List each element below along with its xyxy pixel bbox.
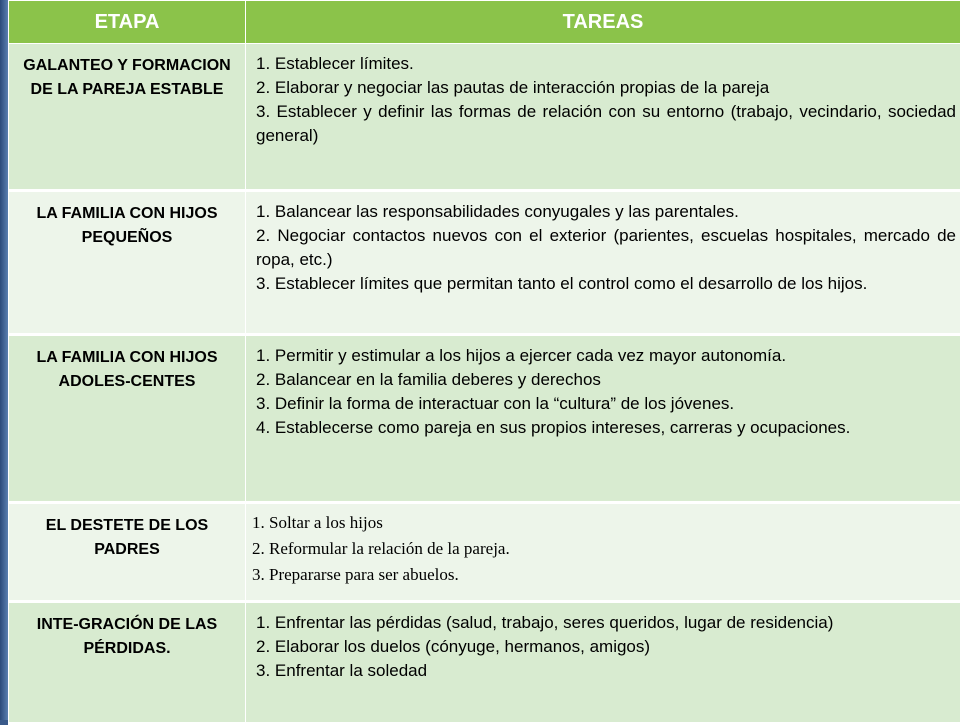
tasks-cell: [246, 503, 960, 602]
task-item: 2. Negociar contactos nuevos con el exterior (parientes, escuelas hospitales, mercado de ropa, etc.): [256, 224, 956, 272]
task-item: 4. Establecerse como pareja en sus propios intereses, carreras y ocupaciones.: [256, 416, 956, 440]
task-item: 2. Reformular la relación de la pareja.: [252, 536, 956, 562]
table-row: [9, 335, 960, 503]
table-row: [9, 503, 960, 602]
tasks-cell: [246, 602, 960, 724]
task-item: 3. Prepararse para ser abuelos.: [252, 562, 956, 588]
task-item: 1. Soltar a los hijos: [252, 510, 956, 536]
stage-cell: LA FAMILIA CON HIJOS PEQUEÑOS: [9, 191, 246, 335]
table-header-row: [9, 1, 960, 44]
table-row: [9, 191, 960, 335]
task-item: 2. Balancear en la familia deberes y derechos: [256, 368, 956, 392]
left-decorative-strip: [0, 0, 8, 720]
stage-cell: GALANTEO Y FORMACION DE LA PAREJA ESTABLE: [9, 44, 246, 191]
task-item: 3. Establecer y definir las formas de relación con su entorno (trabajo, vecindario, sociedad general): [256, 100, 956, 148]
table-row: [9, 602, 960, 724]
task-item: 2. Elaborar y negociar las pautas de interacción propias de la pareja: [256, 76, 956, 100]
task-item: 1. Establecer límites.: [256, 52, 956, 76]
stage-cell: EL DESTETE DE LOS PADRES: [9, 503, 246, 602]
header-tasks: TAREAS: [246, 1, 960, 44]
task-item: 1. Enfrentar las pérdidas (salud, trabajo, seres queridos, lugar de residencia): [256, 611, 956, 635]
tasks-cell: [246, 44, 960, 191]
table-row: [9, 44, 960, 191]
tasks-cell: [246, 335, 960, 503]
task-item: 3. Definir la forma de interactuar con la “cultura” de los jóvenes.: [256, 392, 956, 416]
task-item: 3. Establecer límites que permitan tanto el control como el desarrollo de los hijos.: [256, 272, 956, 296]
header-stage: ETAPA: [9, 1, 246, 44]
stage-cell: LA FAMILIA CON HIJOS ADOLES-CENTES: [9, 335, 246, 503]
stage-cell: INTE-GRACIÓN DE LAS PÉRDIDAS.: [9, 602, 246, 724]
task-item: 3. Enfrentar la soledad: [256, 659, 956, 683]
tasks-cell: [246, 191, 960, 335]
family-stages-table: [8, 0, 960, 725]
task-item: 2. Elaborar los duelos (cónyuge, hermanos, amigos): [256, 635, 956, 659]
task-item: 1. Permitir y estimular a los hijos a ejercer cada vez mayor autonomía.: [256, 344, 956, 368]
task-item: 1. Balancear las responsabilidades conyugales y las parentales.: [256, 200, 956, 224]
